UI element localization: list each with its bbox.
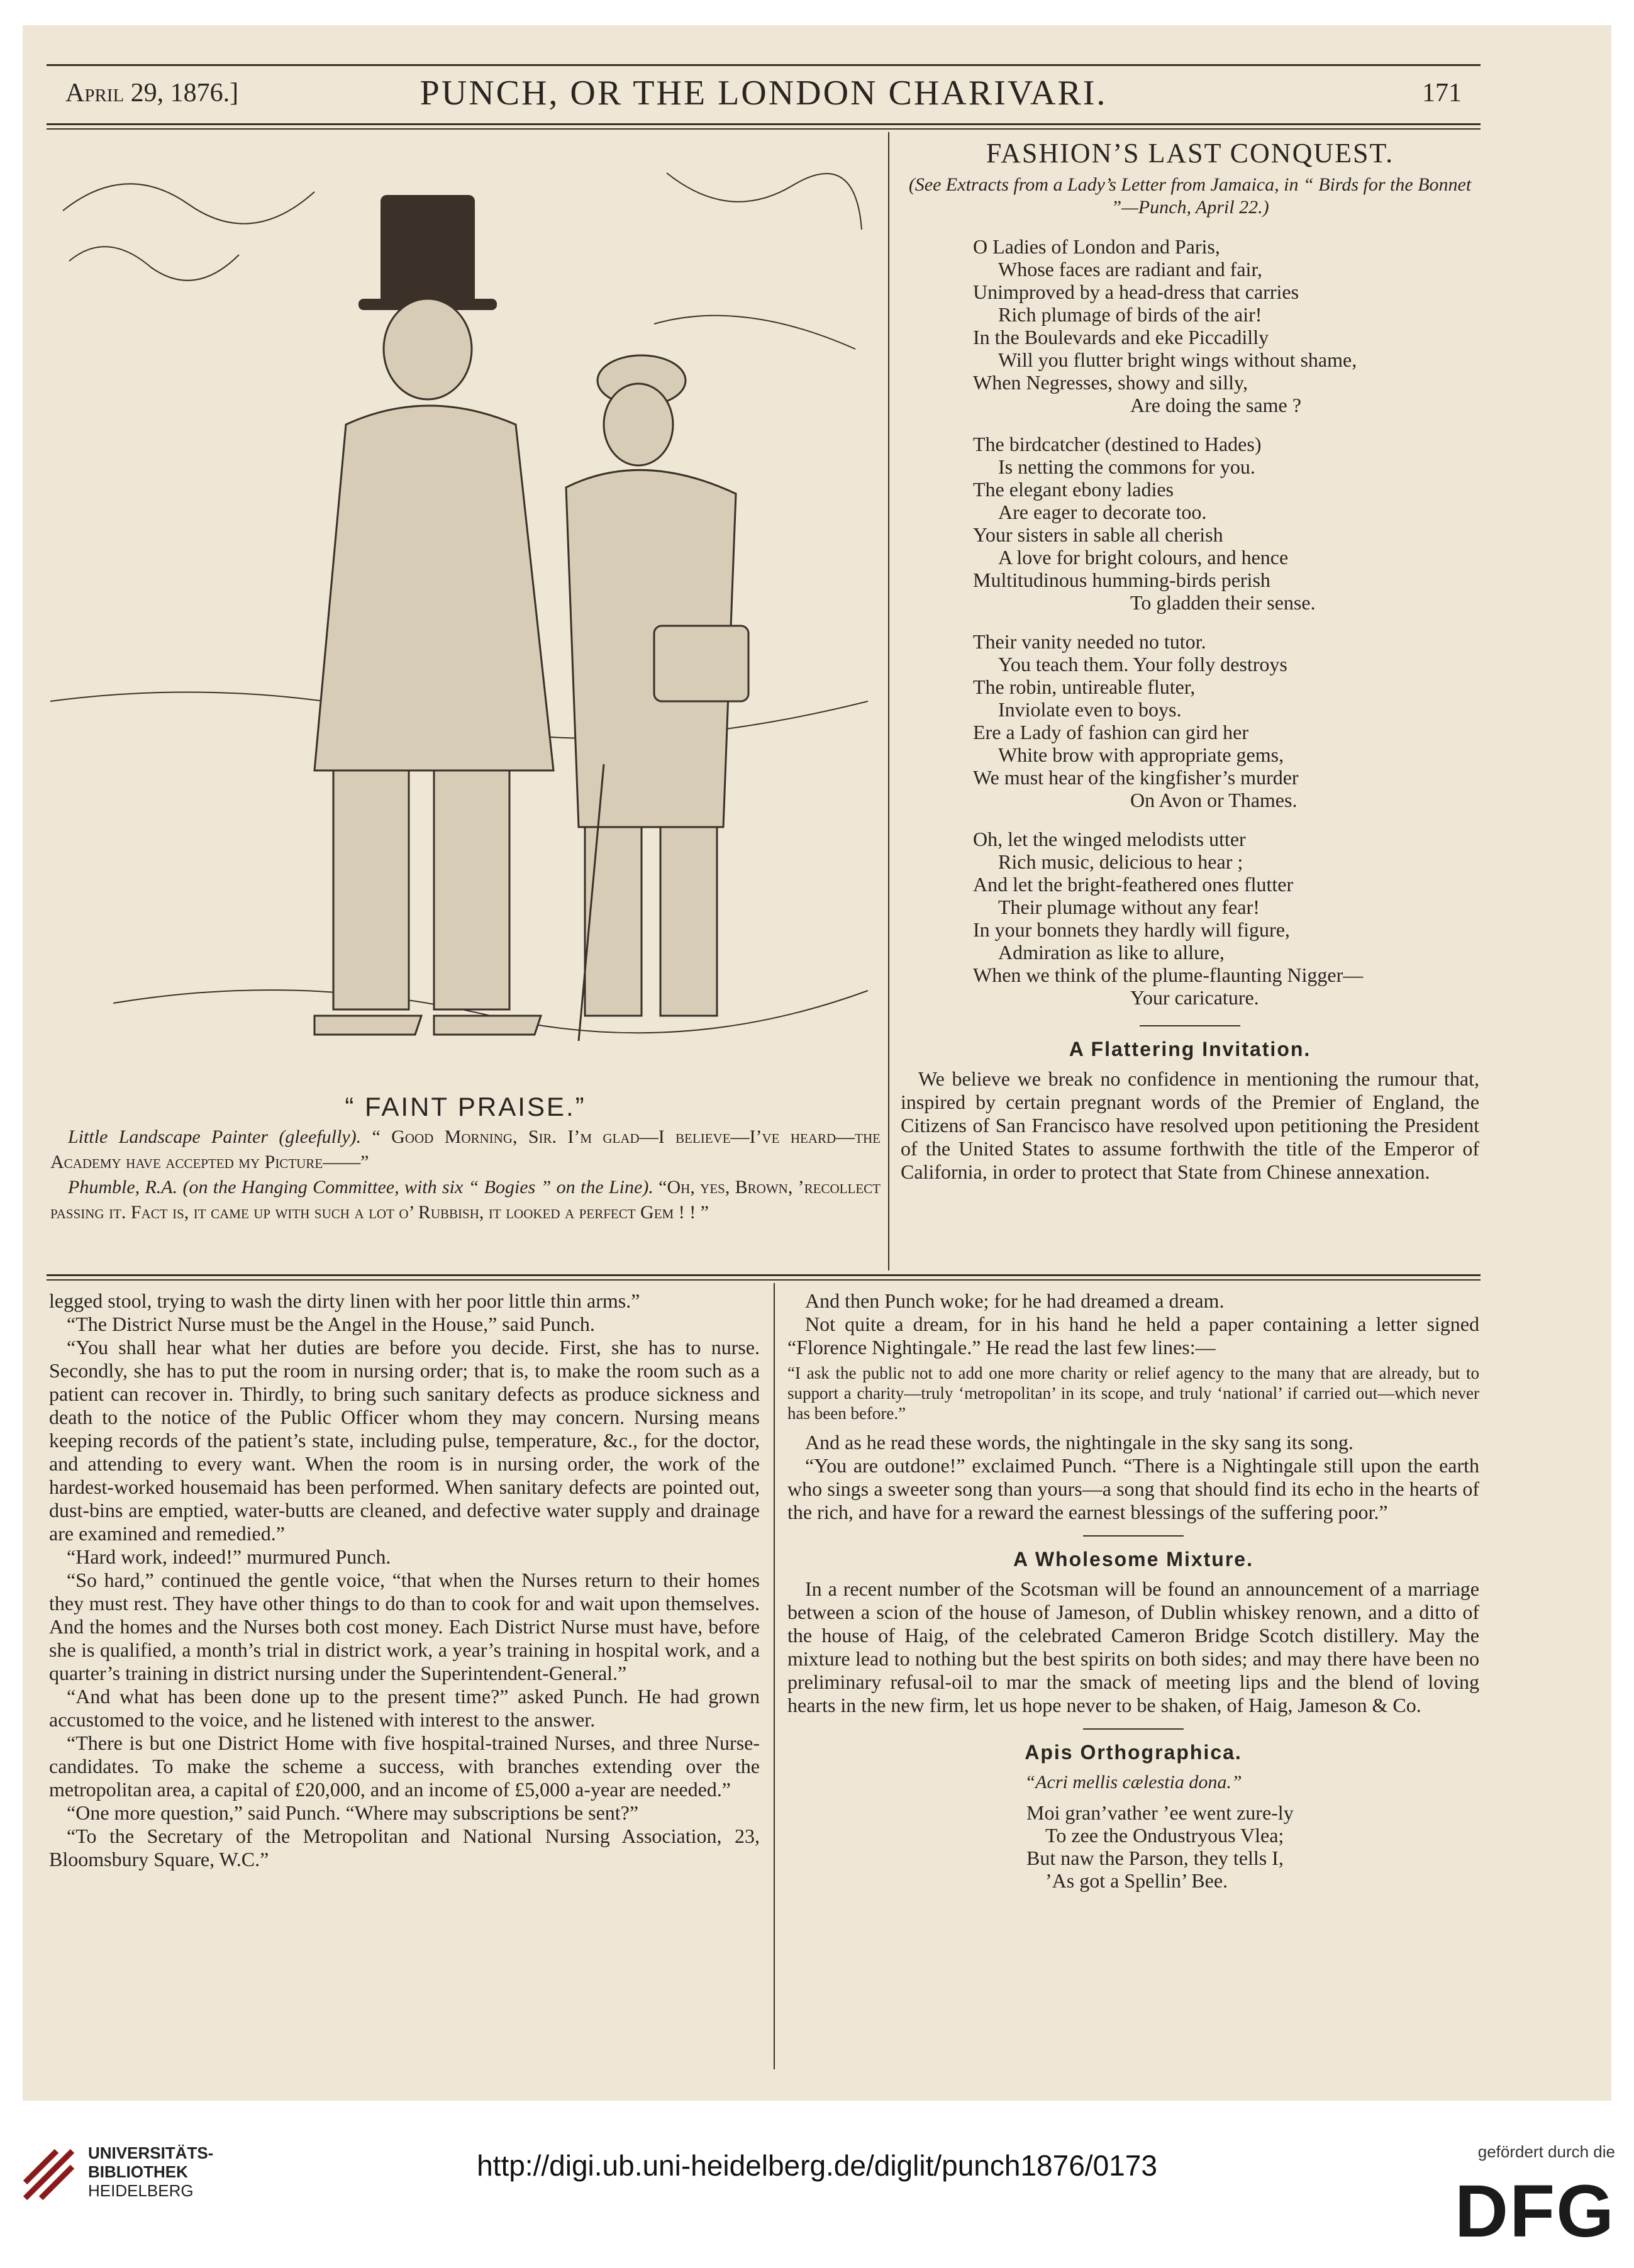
verse-line: Admiration as like to allure, [998,941,1225,964]
verse-line: A love for bright colours, and hence [998,546,1289,569]
paragraph: And then Punch woke; for he had dreamed a dream. [805,1289,1225,1312]
invitation-text: We believe we break no confidence in mentioning the rumour that, inspired by certain pregnant words of the Premier of England, the Citizens of San Francisco have resolved upon petitioning the President of the United States to assume forthwith the title of the Emperor of California, in order to protect that State from Chinese annexation. [901,1067,1479,1183]
tree-branches [63,184,314,223]
header-rule [47,123,1481,125]
frock-coat [314,406,553,770]
paragraph: “To the Secretary of the Metropolitan and National Nursing Association, 23, Bloomsbury Square, W.C.” [49,1825,760,1871]
caption-speaker-2: Phumble, R.A. (on the Hanging Committee, with six “ Bogies ” on the Line). [68,1177,653,1198]
verse-line: When we think of the plume-flaunting Nigger— [973,964,1364,986]
satchel [654,626,748,701]
apis-motto: “Acri mellis cælestia dona.” [1025,1772,1242,1793]
paragraph: “Hard work, indeed!” murmured Punch. [67,1545,391,1568]
apis-title: Apis Orthographica. [1025,1741,1242,1764]
section-divider [1083,1535,1184,1537]
section-divider [1140,1025,1240,1026]
caption-text-1: “ Good Morning, Sir. I’m glad—I believe—I’ve heard—the Academy have accepted my Picture——” [50,1126,881,1172]
right-shoe [434,1016,541,1035]
verse-line: Is netting the commons for you. [998,455,1255,478]
lower-column-divider [774,1283,775,2069]
verse-line: Rich music, delicious to hear ; [998,850,1243,873]
mixture-text: In a recent number of the Scotsman will be found an announcement of a marriage between a scion of the house of Jameson, of Dublin whiskey renown, and a ditto of the house of Haig, of the celebrated Cameron Bridge Scotch distillery. May the mixture lead to nothing but the best spirits on both sides; and may there have been no preliminary refusal-oil to mar the smack of meeting lips and the blend of loving hearts in the new firm, let us hope never to be shaken, of Haig, Jameson & Co. [787,1577,1479,1716]
invitation-title: A Flattering Invitation. [1069,1038,1311,1060]
verse-line: Their plumage without any fear! [998,896,1260,918]
verse-line: The birdcatcher (destined to Hades) [973,433,1262,455]
poem-stanza-4 [973,828,1479,1009]
caption-speaker-1: Little Landscape Painter (gleefully). [68,1126,362,1147]
page-header [47,69,1481,126]
left-text-column [49,1289,760,1871]
right-text-column [787,1289,1479,1892]
verse-line: We must hear of the kingfisher’s murder [973,766,1299,789]
paragraph: Not quite a dream, for in his hand he held a paper containing a letter signed “Florence Nightingale.” He read the last few lines:— [787,1313,1479,1359]
verse-line: In your bonnets they hardly will figure, [973,918,1290,941]
artist-right-leg [660,827,717,1016]
funding-label: gefördert durch die [1477,2142,1615,2161]
verse-line: Are doing the same ? [1130,394,1301,416]
paragraph: “You are outdone!” exclaimed Punch. “There is a Nightingale still upon the earth who sings a sweeter song than yours—a song that should find its echo in the hearts of the rich, and have for a reward the earnest blessings of the suffering poor.” [787,1454,1479,1523]
artist-head [604,384,673,465]
foliage [69,247,239,281]
poem-stanza-1 [973,235,1479,416]
apis-verse [1026,1801,1479,1892]
right-trouser [434,770,509,1009]
digitization-footer [0,2101,1634,2268]
dfg-logo: DFG [1454,2170,1615,2253]
verse-line: Whose faces are radiant and fair, [998,258,1262,281]
verse-line: Multitudinous humming-birds perish [973,569,1270,591]
left-trouser [333,770,409,1009]
middle-rule-thin [47,1279,1481,1281]
verse-line: And let the bright-feathered ones flutter [973,873,1294,896]
header-date: April 29, 1876.] [65,79,239,108]
artist-left-leg [585,827,642,1016]
cartoon-title: “ FAINT PRAISE.” [345,1092,586,1121]
cartoon-drawing [50,135,868,1085]
verse-line: Are eager to decorate too. [998,501,1207,523]
verse-line: Moi gran’vather ’ee went zure-ly [1026,1801,1294,1824]
verse-line: Their vanity needed no tutor. [973,630,1206,653]
poem-stanza-3 [973,630,1479,811]
verse-line: Inviolate even to boys. [998,698,1182,721]
paragraph: “There is but one District Home with five hospital-trained Nurses, and three Nurse-candidates. To make the scheme a success, with branches extending over the metropolitan area, a capital of £20,000, and an income of £5,000 a-year are needed.” [49,1732,760,1801]
verse-line: Oh, let the winged melodists utter [973,828,1246,850]
verse-line: In the Boulevards and eke Piccadilly [973,326,1269,348]
library-line-3: HEIDELBERG [88,2181,194,2200]
paragraph: “The District Nurse must be the Angel in the House,” said Punch. [67,1313,595,1335]
paragraph: And as he read these words, the nightingale in the sky sang its song. [805,1431,1353,1454]
library-line-1: UNIVERSITÄTS- [88,2143,214,2162]
header-rule-thin [47,128,1481,130]
header-page-number: 171 [1422,79,1462,108]
caption-line-2 [50,1175,881,1225]
poem-subtitle: (See Extracts from a Lady’s Letter from Jamaica, in “ Birds for the Bonnet ”—Punch, April 22.) [908,174,1472,218]
verse-line: White brow with appropriate gems, [998,743,1284,766]
verse-line: Your sisters in sable all cherish [973,523,1223,546]
foliage-right [654,316,855,349]
paragraph: “And what has been done up to the present time?” asked Punch. He had grown accustomed to the voice, and he listened with interest to the answer. [49,1685,760,1731]
verse-line: To gladden their sense. [1130,591,1316,614]
middle-rule [47,1274,1481,1276]
top-hat [381,195,475,305]
paragraph: legged stool, trying to wash the dirty linen with her poor little thin arms.” [49,1289,640,1312]
verse-line: ’As got a Spellin’ Bee. [1045,1869,1228,1892]
poem-title: FASHION’S LAST CONQUEST. [986,138,1394,169]
paragraph: “One more question,” said Punch. “Where may subscriptions be sent?” [67,1801,639,1824]
paragraph: “You shall hear what her duties are before you decide. First, she has to nurse. Secondly, she has to put the room in nursing order; that is, to make the room such as a patient can recover in. Thirdly, to bring such sanitary defects as produce sickness and death to the notice of the Public Officer whom they may concern. Nursing means keeping records of the patient’s state, including pulse, temperature, &c., for the doctor, and attending to every want. When the room is in nursing order, the work of the hardest-worked housemaid has been performed. When sanitary defects are pointed out, dust-bins are emptied, water-butts are cleaned, and defective water supply and drainage are examined and remedied.” [49,1336,760,1545]
source-url-link[interactable]: http://digi.ub.uni-heidelberg.de/diglit/punch1876/0173 [477,2149,1157,2182]
painter-face [384,299,472,399]
verse-line: The elegant ebony ladies [973,478,1174,501]
left-shoe [314,1016,421,1035]
verse-line: Your caricature. [1130,986,1259,1009]
verse-line: To zee the Ondustryous Vlea; [1045,1824,1284,1847]
section-divider [1083,1728,1184,1730]
cartoon-illustration [50,135,868,1085]
verse-line: When Negresses, showy and silly, [973,371,1248,394]
library-line-2: BIBLIOTHEK [88,2162,188,2181]
nightingale-quote: “I ask the public not to add one more charity or relief agency to the many that are already, but to support a charity—truly ‘metropolitan’ in its scope, and truly ‘national’ if carried out—which never has been before.” [787,1364,1479,1423]
verse-line: Will you flutter bright wings without shame, [998,348,1357,371]
paragraph: “So hard,” continued the gentle voice, “that when the Nurses return to their homes they must rest. They have other things to do than to cook for and wait upon themselves. And the homes and the Nurses both cost money. Each District Nurse must have, before she is qualified, a month’s trial in district work, a year’s training in hospital work, and a quarter’s training in district nursing under the Superintendent-General.” [49,1569,760,1684]
verse-line: On Avon or Thames. [1130,789,1298,811]
cartoon-caption [50,1094,881,1225]
caption-line-1 [50,1125,881,1175]
caption-text-2: “Oh, yes, Brown, ’recollect passing it. Fact is, it came up with such a lot o’ Rubbish, it looked a perfect Gem ! ! ” [50,1177,881,1223]
verse-line: O Ladies of London and Paris, [973,235,1220,258]
poem-column [901,138,1479,1184]
verse-line: You teach them. Your folly destroys [998,653,1287,675]
verse-line: Rich plumage of birds of the air! [998,303,1262,326]
tree-branches-right [667,173,862,230]
header-title: PUNCH, OR THE LONDON CHARIVARI. [420,74,1108,113]
poem-stanza-2 [973,433,1479,614]
upper-column-divider [888,132,889,1270]
verse-line: But naw the Parson, they tells I, [1026,1847,1284,1869]
header-top-rule [47,64,1481,66]
verse-line: Ere a Lady of fashion can gird her [973,721,1249,743]
verse-line: The robin, untireable fluter, [973,675,1196,698]
mixture-title: A Wholesome Mixture. [1013,1548,1253,1570]
verse-line: Unimproved by a head-dress that carries [973,281,1299,303]
